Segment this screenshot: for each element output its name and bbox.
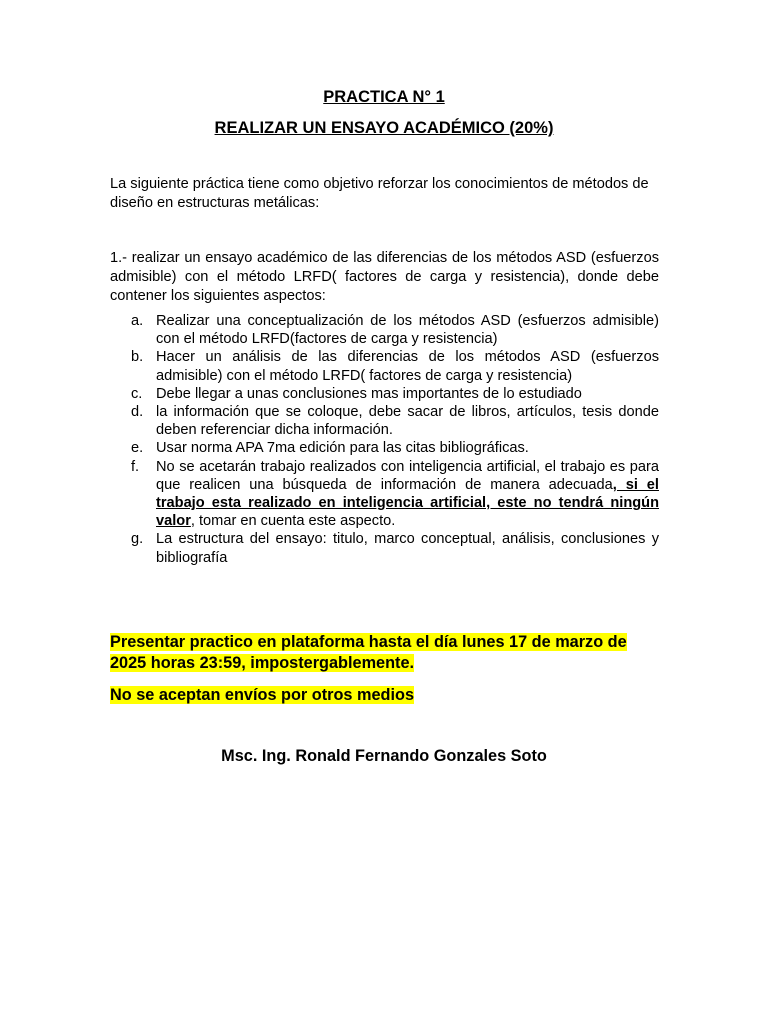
list-item-a	[110, 312, 659, 348]
list-item-text: Debe llegar a unas conclusiones mas importantes de lo estudiado	[156, 385, 582, 402]
list-marker: a.	[131, 313, 144, 329]
list-item-text	[156, 458, 659, 531]
deadline-notice	[110, 632, 662, 674]
list-marker: f.	[131, 458, 140, 475]
list-item-b	[110, 348, 659, 384]
list-marker: e.	[131, 440, 144, 457]
list-marker: d.	[131, 404, 144, 421]
list-item-text: La estructura del ensayo: titulo, marco conceptual, análisis, conclusiones y bibliografía	[156, 531, 659, 566]
list-item-c	[110, 385, 659, 403]
deadline-notice-text: Presentar practico en plataforma hasta el día lunes 17 de marzo de 2025 horas 23:59, impostergablemente.	[110, 633, 627, 672]
list-marker: c.	[131, 385, 143, 402]
practice-title: PRACTICA N° 1	[323, 88, 445, 106]
list-item-text: Usar norma APA 7ma edición para las citas bibliográficas.	[156, 440, 529, 457]
list-marker: b.	[131, 349, 144, 366]
ai-warning-emphasis: , si el trabajo esta realizado en inteligencia artificial, este no tendrá ningún valor	[156, 476, 659, 530]
list-item-text: la información que se coloque, debe sacar de libros, artículos, tesis donde deben referenciar dicha información.	[156, 404, 659, 439]
point-1-paragraph: 1.- realizar un ensayo académico de las diferencias de los métodos ASD (esfuerzos admisible) con el método LRFD( factores de carga y resistencia), donde debe contener los siguientes aspectos:	[110, 250, 659, 304]
list-item-e	[110, 439, 659, 457]
signature: Msc. Ing. Ronald Fernando Gonzales Soto	[221, 747, 547, 765]
list-marker: g.	[131, 531, 144, 548]
channel-notice	[110, 685, 662, 706]
list-item-d	[110, 403, 659, 439]
list-item-f	[110, 458, 659, 531]
intro-paragraph: La siguiente práctica tiene como objetivo reforzar los conocimientos de métodos de diseño en estructuras metálicas:	[110, 176, 649, 211]
aspects-list	[110, 312, 659, 567]
list-item-g	[110, 530, 659, 566]
practice-subtitle: REALIZAR UN ENSAYO ACADÉMICO (20%)	[214, 119, 554, 137]
list-item-text-end: , tomar en cuenta este aspecto.	[190, 513, 396, 530]
channel-notice-text: No se aceptan envíos por otros medios	[110, 686, 414, 704]
list-item-text-start: No se acetarán trabajo realizados con inteligencia artificial, el trabajo es para que realicen una búsqueda de información de manera adecuada	[156, 458, 659, 493]
list-item-text: Realizar una conceptualización de los métodos ASD (esfuerzos admisible) con el método LRFD(factores de carga y resistencia)	[156, 313, 659, 348]
list-item-text: Hacer un análisis de las diferencias de los métodos ASD (esfuerzos admisible) con el método LRFD( factores de carga y resistencia)	[156, 349, 659, 384]
